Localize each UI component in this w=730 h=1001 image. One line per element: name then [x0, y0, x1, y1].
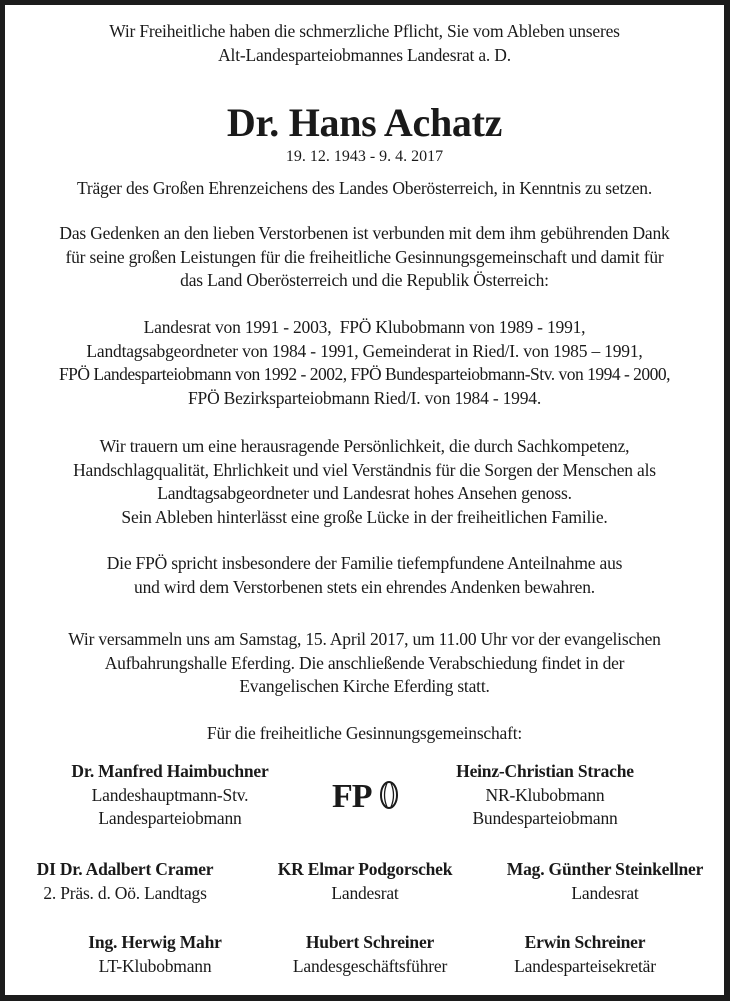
service-line: Aufbahrungshalle Eferding. Die anschließende Verabschiedung findet in der — [104, 652, 625, 673]
tribute-line: Das Gedenken an den lieben Verstorbenen ist verbunden mit dem ihm gebührenden Dank — [59, 223, 670, 243]
signatory — [415, 760, 675, 831]
role-line: Landesrat von 1991 - 2003, FPÖ Klubobmann von 1989 - 1991, — [143, 317, 586, 337]
fpo-logo — [332, 775, 412, 815]
fpo-logo-letters: FP — [332, 778, 372, 815]
signatory-name: Erwin Schreiner — [524, 932, 646, 952]
mourning-line: Wir trauern um eine herausragende Persönlichkeit, die durch Sachkompetenz, — [99, 436, 630, 456]
signatory-title: Landesparteisekretär — [514, 955, 656, 976]
signatory-title: Landeshauptmann-Stv. — [91, 784, 249, 805]
mourning-line: Sein Ableben hinterlässt eine große Lücke in der freiheitlichen Familie. — [121, 506, 608, 527]
signatory — [10, 858, 240, 905]
service-paragraph — [5, 628, 724, 699]
service-line: Evangelischen Kirche Eferding statt. — [239, 676, 490, 696]
mourning-line: Landtagsabgeordneter und Landesrat hohes Ansehen genoss. — [157, 483, 572, 503]
signatory — [255, 858, 475, 905]
condolence-line: Die FPÖ spricht insbesondere der Familie tiefempfundene Anteilnahme aus — [106, 553, 623, 573]
signatory-title: NR-Klubobmann — [485, 784, 605, 805]
tribute-paragraph — [5, 222, 724, 293]
signatory — [55, 931, 255, 978]
condolence-line: und wird dem Verstorbenen stets ein ehrendes Andenken bewahren. — [134, 576, 595, 597]
signatory — [485, 858, 725, 905]
signatory-name: KR Elmar Podgorschek — [277, 859, 453, 879]
signatory-name: Heinz-Christian Strache — [456, 761, 634, 781]
intro-line: Alt-Landesparteiobmannes Landesrat a. D. — [218, 44, 511, 65]
signatory — [45, 760, 295, 831]
signatory-title: Landesrat — [331, 882, 399, 903]
signatory-title: Landesparteiobmann — [98, 808, 242, 828]
role-line: Landtagsabgeordneter von 1984 - 1991, Gemeinderat in Ried/I. von 1985 – 1991, — [86, 340, 643, 361]
signatory-title: LT-Klubobmann — [98, 955, 212, 976]
signatory — [260, 931, 480, 978]
signatory-name: Hubert Schreiner — [305, 932, 435, 952]
deceased-dates: 19. 12. 1943 - 9. 4. 2017 — [285, 148, 444, 165]
tribute-line: für seine großen Leistungen für die freiheitliche Gesinnungsgemeinschaft und damit für — [65, 246, 664, 267]
signatory — [475, 931, 695, 978]
signatory-title: 2. Präs. d. Oö. Landtags — [43, 882, 207, 903]
roles-list — [5, 316, 724, 410]
obituary-notice — [5, 5, 724, 995]
role-line: FPÖ Bezirksparteiobmann Ried/I. von 1984 - 1994. — [188, 387, 541, 408]
honor-text: Träger des Großen Ehrenzeichens des Landes Oberösterreich, in Kenntnis zu setzen. — [76, 178, 653, 198]
signatory-name: Mag. Günther Steinkellner — [506, 859, 704, 879]
signatory-title: Bundesparteiobmann — [472, 808, 618, 828]
intro-line: Wir Freiheitliche haben die schmerzliche Pflicht, Sie vom Ableben unseres — [109, 21, 620, 41]
on-behalf-line: Für die freiheitliche Gesinnungsgemeinschaft: — [206, 723, 523, 743]
signatory-title: Landesrat — [571, 882, 639, 903]
mourning-paragraph — [5, 435, 724, 529]
signatory-name: DI Dr. Adalbert Cramer — [36, 859, 214, 879]
service-line: Wir versammeln uns am Samstag, 15. April 2017, um 11.00 Uhr vor der evangelischen — [68, 629, 661, 649]
deceased-name: Dr. Hans Achatz — [226, 100, 503, 145]
mourning-line: Handschlagqualität, Ehrlichkeit und viel Verständnis für die Sorgen der Menschen als — [73, 459, 656, 480]
signatory-name: Ing. Herwig Mahr — [88, 932, 222, 952]
fpo-logo-circle-icon — [381, 782, 397, 808]
condolence-paragraph — [5, 552, 724, 599]
role-line: FPÖ Landesparteiobmann von 1992 - 2002, FPÖ Bundesparteiobmann-Stv. von 1994 - 2000, — [58, 364, 671, 384]
tribute-line: das Land Oberösterreich und die Republik Österreich: — [180, 270, 549, 290]
signatory-title: Landesgeschäftsführer — [292, 955, 448, 976]
intro-text — [5, 20, 724, 67]
signatory-name: Dr. Manfred Haimbuchner — [71, 761, 269, 781]
fpo-logo-graphic — [332, 775, 412, 815]
